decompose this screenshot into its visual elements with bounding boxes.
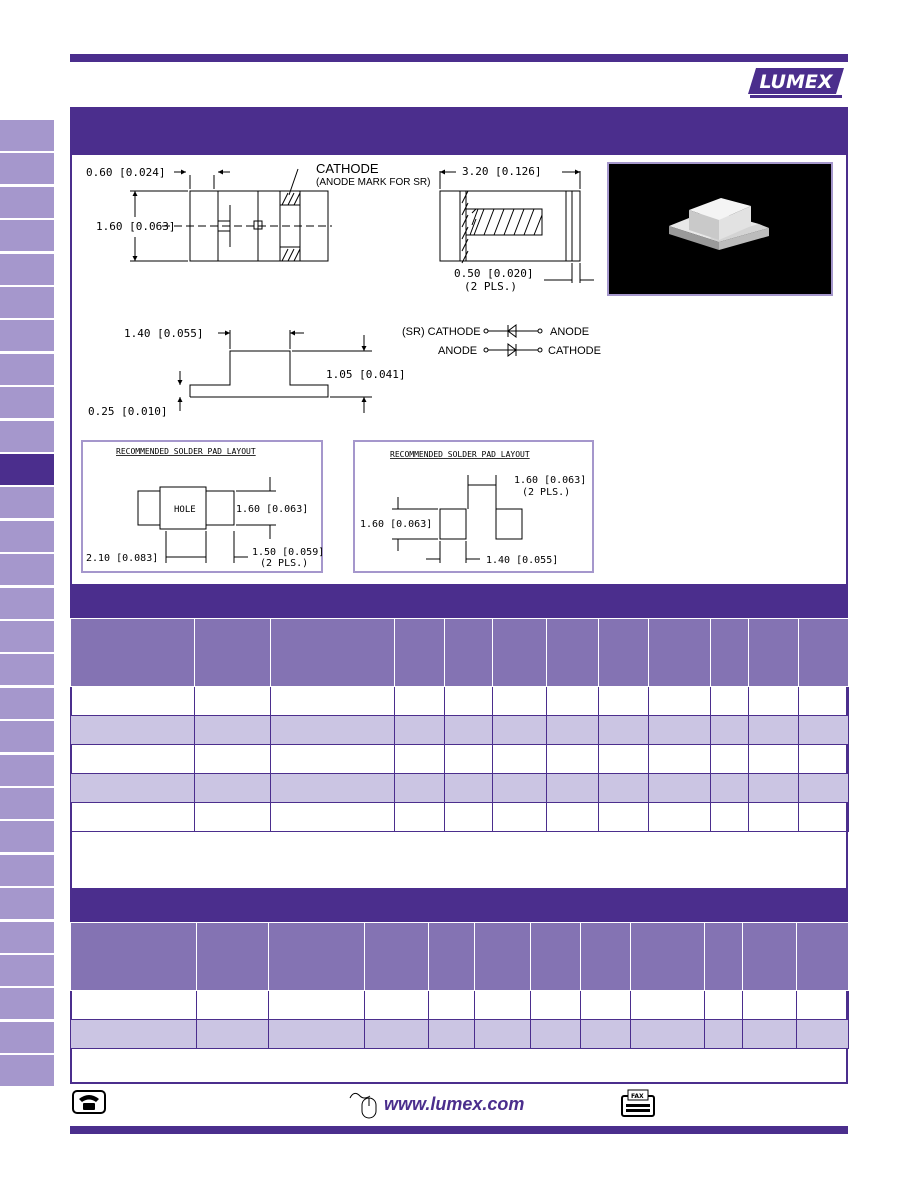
table-header-cell [631, 923, 705, 991]
table-cell [599, 687, 649, 716]
table-cell [493, 745, 547, 774]
table-cell [197, 991, 269, 1020]
pad-left-dim-height: 1.60 [0.063] [236, 504, 309, 515]
fax-icon-label: FAX [631, 1093, 644, 1100]
website-link[interactable]: www.lumex.com [384, 1094, 525, 1114]
table-cell [71, 1020, 197, 1049]
table-cell [649, 745, 711, 774]
table-cell [799, 745, 849, 774]
table-cell [445, 687, 493, 716]
table-cell [705, 1020, 743, 1049]
table-cell [195, 687, 271, 716]
side-tab[interactable] [0, 654, 54, 685]
table-cell [711, 716, 749, 745]
table-cell [797, 991, 849, 1020]
table-row [71, 991, 849, 1020]
table-cell [71, 803, 195, 832]
side-tab[interactable] [0, 855, 54, 886]
table-cell [749, 803, 799, 832]
table-cell [429, 991, 475, 1020]
table-header-cell [493, 619, 547, 687]
table-cell [649, 687, 711, 716]
dim-top-height: 1.60 [0.063] [96, 220, 176, 233]
table-cell [631, 1020, 705, 1049]
table-cell [271, 687, 395, 716]
side-tab[interactable] [0, 320, 54, 351]
table-cell [581, 1020, 631, 1049]
table-header-cell [705, 923, 743, 991]
side-view-drawing [440, 165, 594, 293]
table-cell [71, 774, 195, 803]
table-cell [547, 716, 599, 745]
hole-label: HOLE [174, 505, 196, 515]
table-cell [705, 991, 743, 1020]
pad-left-dim-count: (2 PLS.) [260, 558, 309, 569]
table-row [71, 716, 849, 745]
table-cell [493, 687, 547, 716]
side-tab[interactable] [0, 1055, 54, 1086]
table-header-row [71, 619, 849, 687]
table-cell [531, 1020, 581, 1049]
product-photo [607, 162, 833, 296]
table-cell [195, 745, 271, 774]
table-cell [631, 991, 705, 1020]
spec-table-1 [70, 618, 849, 832]
pad-right-dim-height: 1.60 [0.063] [360, 519, 433, 530]
table-cell [269, 1020, 365, 1049]
table-header-cell [649, 619, 711, 687]
table-cell [395, 774, 445, 803]
polarity-row1-right: ANODE [550, 326, 590, 338]
table-cell [599, 774, 649, 803]
table-row [71, 803, 849, 832]
pad-left-dim-total: 2.10 [0.083] [86, 553, 159, 564]
spec-table-2 [70, 922, 849, 1049]
table-cell [445, 803, 493, 832]
table-cell [365, 1020, 429, 1049]
table-cell [711, 803, 749, 832]
table-cell [749, 745, 799, 774]
table-header-cell [195, 619, 271, 687]
polarity-row1-left: (SR) CATHODE [402, 326, 481, 338]
side-tab[interactable] [0, 621, 54, 652]
table-cell [195, 774, 271, 803]
table-cell [271, 745, 395, 774]
side-tab[interactable] [0, 755, 54, 786]
section-header-table2 [70, 888, 848, 922]
table-cell [493, 803, 547, 832]
side-tab[interactable] [0, 421, 54, 452]
svg-text:LUMEX: LUMEX [759, 71, 833, 93]
table-header-cell [749, 619, 799, 687]
side-tab[interactable] [0, 554, 54, 585]
side-tab[interactable] [0, 153, 54, 184]
table-cell [711, 774, 749, 803]
side-tab[interactable] [0, 187, 54, 218]
table-cell [599, 716, 649, 745]
profile-drawing [88, 327, 405, 418]
dim-height-profile: 1.05 [0.041] [326, 368, 406, 381]
pad-left-dim-pad: 1.50 [0.059] [252, 547, 325, 558]
pad-right-dim-gap: 1.40 [0.055] [486, 555, 559, 566]
side-tab[interactable] [0, 387, 54, 418]
lumex-logo [748, 64, 848, 104]
table-cell [531, 991, 581, 1020]
table-cell [711, 745, 749, 774]
table-cell [395, 716, 445, 745]
table-cell [547, 803, 599, 832]
table-cell [749, 716, 799, 745]
table-header-cell [547, 619, 599, 687]
table-cell [799, 716, 849, 745]
table-cell [269, 991, 365, 1020]
table-cell [445, 774, 493, 803]
table-cell [429, 1020, 475, 1049]
side-tab[interactable] [0, 955, 54, 986]
section-header-dimensions [70, 109, 848, 155]
table-cell [195, 716, 271, 745]
pad-right-dim-count: (2 PLS.) [522, 487, 571, 498]
top-rule [70, 54, 848, 62]
table-cell [743, 991, 797, 1020]
table-header-row [71, 923, 849, 991]
table-cell [271, 803, 395, 832]
table-header-cell [445, 619, 493, 687]
table-header-cell [599, 619, 649, 687]
table-cell [365, 991, 429, 1020]
mouse-icon [346, 1090, 380, 1120]
side-tab[interactable] [0, 888, 54, 919]
side-tab[interactable] [0, 988, 54, 1019]
table-cell [71, 745, 195, 774]
table-cell [649, 774, 711, 803]
table-row [71, 745, 849, 774]
table-header-cell [71, 923, 197, 991]
side-tab[interactable] [0, 922, 54, 953]
side-tab[interactable] [0, 287, 54, 318]
fax-icon [620, 1088, 656, 1118]
dim-pad: 0.50 [0.020] [454, 267, 534, 280]
table-row [71, 687, 849, 716]
polarity-row2-left: ANODE [438, 345, 478, 357]
top-view-drawing [86, 161, 430, 261]
side-tab[interactable] [0, 521, 54, 552]
table-header-cell [71, 619, 195, 687]
table-cell [271, 716, 395, 745]
table-cell [71, 716, 195, 745]
pad-right-dim-pad: 1.60 [0.063] [514, 475, 587, 486]
table-header-cell [197, 923, 269, 991]
side-tab[interactable] [0, 354, 54, 385]
pad-layout-left [82, 441, 324, 572]
table-cell [71, 991, 197, 1020]
table-header-cell [269, 923, 365, 991]
cathode-label: CATHODE [316, 161, 379, 176]
table-cell [581, 991, 631, 1020]
table-header-cell [743, 923, 797, 991]
dim-top-width: 0.60 [0.024] [86, 166, 166, 179]
section-header-table1 [70, 584, 848, 618]
table-cell [71, 687, 195, 716]
table-header-cell [531, 923, 581, 991]
table-cell [711, 687, 749, 716]
polarity-diagram [402, 325, 601, 357]
table-cell [599, 803, 649, 832]
table-cell [475, 1020, 531, 1049]
table-cell [445, 745, 493, 774]
table-header-cell [711, 619, 749, 687]
side-tab[interactable] [0, 688, 54, 719]
pad-layout-left-title: RECOMMENDED SOLDER PAD LAYOUT [116, 447, 256, 456]
bottom-rule [70, 1126, 848, 1134]
side-tab[interactable] [0, 721, 54, 752]
table-cell [749, 687, 799, 716]
table-cell [493, 774, 547, 803]
side-tab[interactable] [0, 1022, 54, 1053]
table-header-cell [797, 923, 849, 991]
table-cell [797, 1020, 849, 1049]
table-header-cell [395, 619, 445, 687]
table-cell [547, 774, 599, 803]
side-tab[interactable] [0, 454, 54, 485]
table-cell [395, 803, 445, 832]
table-header-cell [475, 923, 531, 991]
table-cell [649, 803, 711, 832]
table-header-cell [271, 619, 395, 687]
table-cell [547, 687, 599, 716]
anode-mark-note: (ANODE MARK FOR SR) [316, 177, 431, 188]
table-cell [271, 774, 395, 803]
side-tab[interactable] [0, 788, 54, 819]
side-tab[interactable] [0, 821, 54, 852]
table-cell [195, 803, 271, 832]
dim-length: 3.20 [0.126] [462, 165, 542, 178]
table-cell [799, 774, 849, 803]
table-cell [799, 803, 849, 832]
table-cell [493, 716, 547, 745]
table-cell [649, 716, 711, 745]
side-tab[interactable] [0, 120, 54, 151]
table-header-cell [799, 619, 849, 687]
table-cell [743, 1020, 797, 1049]
polarity-row2-right: CATHODE [548, 345, 601, 357]
side-tab[interactable] [0, 254, 54, 285]
dim-base: 0.25 [0.010] [88, 405, 168, 418]
table-row [71, 774, 849, 803]
side-tab[interactable] [0, 588, 54, 619]
table-cell [599, 745, 649, 774]
table-row [71, 1020, 849, 1049]
side-tab[interactable] [0, 487, 54, 518]
table-header-cell [581, 923, 631, 991]
table-cell [197, 1020, 269, 1049]
pad-layout-right [354, 441, 593, 572]
table-cell [799, 687, 849, 716]
table-header-cell [429, 923, 475, 991]
table-cell [395, 687, 445, 716]
dim-top-width-profile: 1.40 [0.055] [124, 327, 204, 340]
phone-icon [72, 1090, 106, 1114]
side-tab[interactable] [0, 220, 54, 251]
table-cell [749, 774, 799, 803]
dim-pad-count: (2 PLS.) [464, 280, 517, 293]
pad-layout-right-title: RECOMMENDED SOLDER PAD LAYOUT [390, 450, 530, 459]
table-cell [547, 745, 599, 774]
table-cell [395, 745, 445, 774]
table-cell [445, 716, 493, 745]
table-cell [475, 991, 531, 1020]
table-header-cell [365, 923, 429, 991]
